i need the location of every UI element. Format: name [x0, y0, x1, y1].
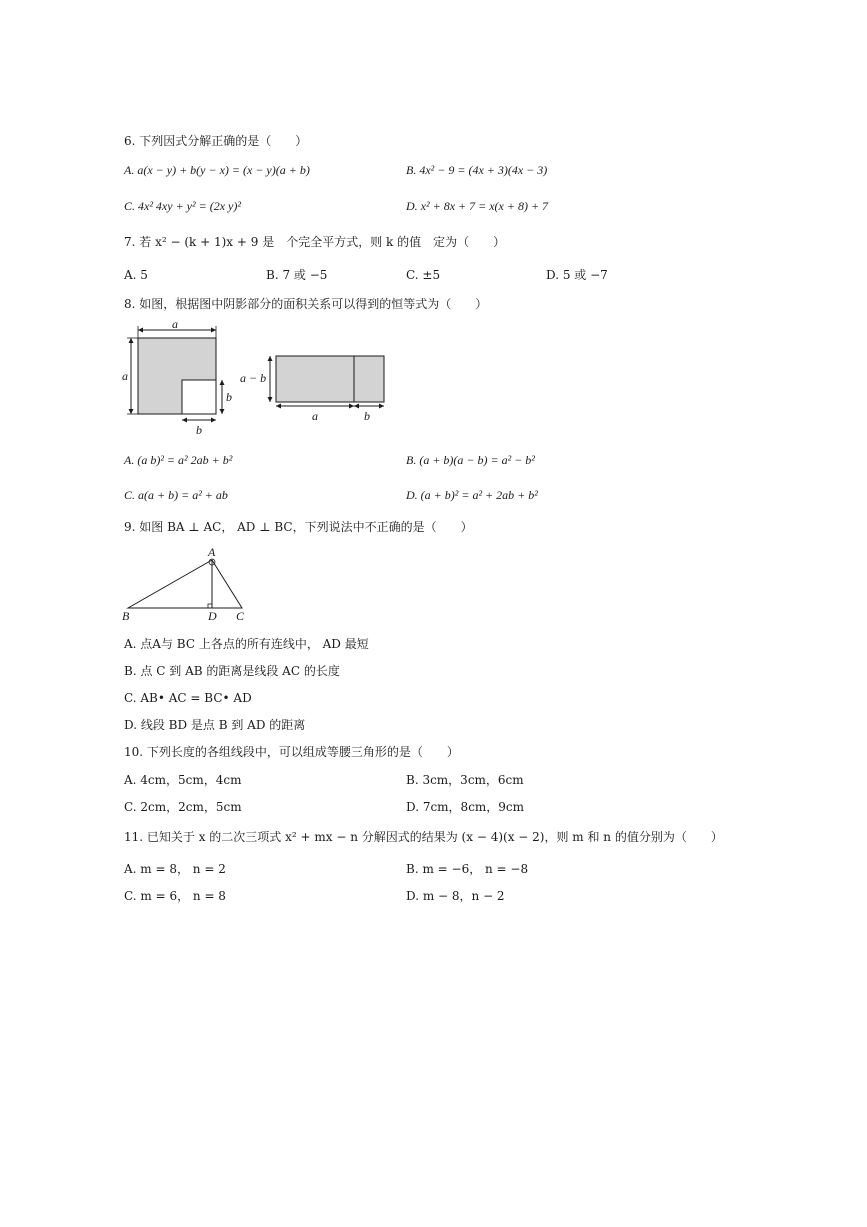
- q6-option-c: C. 4x² 4xy + y² = (2x y)²: [124, 199, 241, 213]
- q10-option-a: A. 4cm，5cm，4cm: [124, 773, 242, 787]
- q11-option-b: B. m = −6， n = −8: [406, 862, 529, 876]
- q8-figure: [118, 318, 398, 440]
- q6-stem: 6. 下列因式分解正确的是（ ）: [124, 134, 308, 148]
- q10-stem: 10. 下列长度的各组线段中，可以组成等腰三角形的是（ ）: [124, 745, 459, 759]
- vertex-label-c: C: [236, 609, 245, 623]
- q7-option-d: D. 5 或 −7: [546, 268, 608, 282]
- label-b-bottom: b: [196, 423, 202, 437]
- label-b-bottom2: b: [364, 409, 370, 423]
- cut-square: [182, 380, 216, 414]
- q11-stem: 11. 已知关于 x 的二次三项式 x² + mx − n 分解因式的结果为 (x − 4)(x − 2)，则 m 和 n 的值分别为（ ）: [124, 830, 723, 844]
- q8-option-c: C. a(a + b) = a² + ab: [124, 488, 228, 502]
- q7-option-b: B. 7 或 −5: [266, 268, 328, 282]
- q9-stem: 9. 如图 BA ⊥ AC， AD ⊥ BC，下列说法中不正确的是（ ）: [124, 520, 473, 534]
- q9-option-c: C. AB• AC = BC• AD: [124, 691, 252, 705]
- q10-option-d: D. 7cm，8cm，9cm: [406, 800, 525, 814]
- label-a-bottom2: a: [312, 409, 318, 423]
- vertex-label-b: B: [122, 609, 130, 623]
- q9-option-d: D. 线段 BD 是点 B 到 AD 的距离: [124, 718, 306, 732]
- vertex-label-a: A: [208, 545, 216, 559]
- q9-figure: [120, 544, 255, 626]
- q6-option-a: A. a(x − y) + b(y − x) = (x − y)(a + b): [124, 163, 310, 177]
- q8-option-d: D. (a + b)² = a² + 2ab + b²: [406, 488, 538, 502]
- q8-option-b: B. (a + b)(a − b) = a² − b²: [406, 453, 535, 467]
- q6-option-d: D. x² + 8x + 7 = x(x + 8) + 7: [406, 199, 549, 213]
- q6-option-b: B. 4x² − 9 = (4x + 3)(4x − 3): [406, 163, 548, 177]
- triangle-abc: [128, 560, 242, 608]
- q11-option-c: C. m = 6， n = 8: [124, 889, 226, 903]
- label-a-minus-b: a − b: [240, 371, 267, 385]
- q7-stem: 7. 若 x² − (k + 1)x + 9 是 个完全平方式，则 k 的值 定为（ ）: [124, 235, 506, 249]
- q7-option-c: C. ±5: [406, 268, 441, 282]
- vertex-label-d: D: [208, 609, 217, 623]
- q8-option-a: A. (a b)² = a² 2ab + b²: [124, 453, 233, 467]
- q9-option-a: A. 点A与 BC 上各点的所有连线中， AD 最短: [124, 637, 369, 651]
- q11-option-d: D. m − 8，n − 2: [406, 889, 505, 903]
- label-b-right: b: [226, 390, 232, 404]
- q11-option-a: A. m = 8， n = 2: [124, 862, 226, 876]
- q7-option-a: A. 5: [124, 268, 148, 282]
- q8-stem: 8. 如图，根据图中阴影部分的面积关系可以得到的恒等式为（ ）: [124, 297, 488, 311]
- q10-option-b: B. 3cm，3cm，6cm: [406, 773, 524, 787]
- q10-option-c: C. 2cm，2cm，5cm: [124, 800, 242, 814]
- label-a-top: a: [172, 318, 178, 331]
- shaded-rect-a: [276, 356, 354, 402]
- label-a-left: a: [122, 369, 128, 383]
- q9-option-b: B. 点 C 到 AB 的距离是线段 AC 的长度: [124, 664, 340, 678]
- shaded-rect-b: [354, 356, 384, 402]
